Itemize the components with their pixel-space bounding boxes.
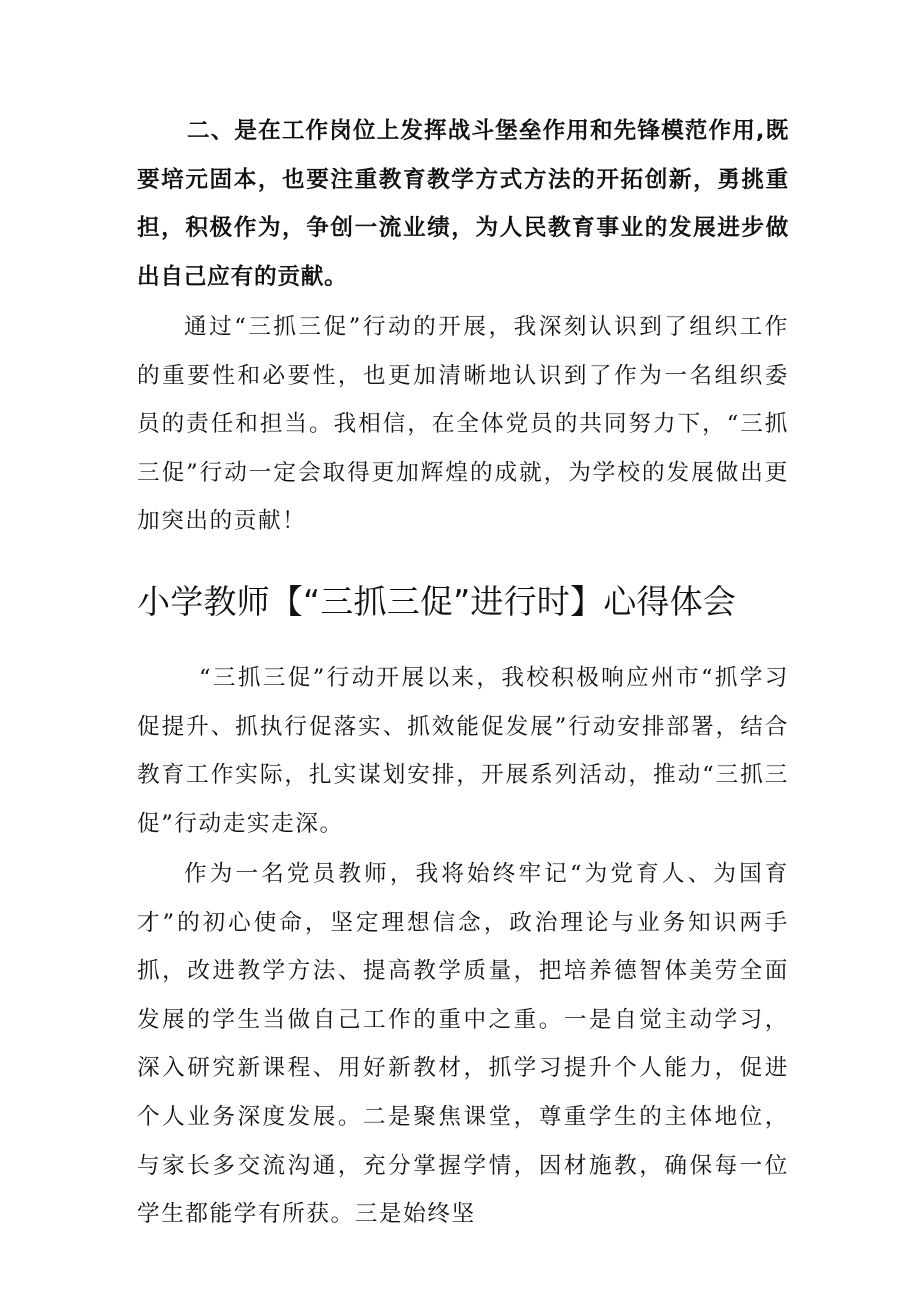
paragraph-teacher-commitment: 作为一名党员教师，我将始终牢记“为党育人、为国育才”的初心使命，坚定理想信念，政治理论与业务知识两手抓，改进教学方法、提高教学质量，把培养德智体美劳全面发展的学生当做自己工作的重中之重。一是自觉主动学习，深入研究新课程、用好新教材，抓学习提升个人能力，促进个人业务深度发展。二是聚焦课堂，尊重学生的主体地位，与家长多交流沟通，充分掌握学情，因材施教，确保每一位学生都能学有所获。三是始终坚 <box>137 861 789 1228</box>
paragraph-reflection-summary: 通过“三抓三促”行动的开展，我深刻认识到了组织工作的重要性和必要性，也更加清晰地认识到了作为一名组织委员的责任和担当。我相信，在全体党员的共同努力下，“三抓三促”行动一定会取得更加辉煌的成就，为学校的发展做出更加突出的贡献！ <box>137 314 789 535</box>
paragraph-commitment-two: 二、是在工作岗位上发挥战斗堡垒作用和先锋模范作用,既要培元固本，也要注重教育教学方式方法的开拓创新，勇挑重担，积极作为，争创一流业绩，为人民教育事业的发展进步做出自己应有的贡献。 <box>137 118 789 290</box>
section-title: 小学教师【“三抓三促”进行时】心得体会 <box>137 582 736 621</box>
paragraph-school-action-intro: “三抓三促”行动开展以来，我校积极响应州市“抓学习促提升、抓执行促落实、抓效能促发展”行动安排部署，结合教育工作实际，扎实谋划安排，开展系列活动，推动“三抓三促”行动走实走深。 <box>137 665 789 837</box>
